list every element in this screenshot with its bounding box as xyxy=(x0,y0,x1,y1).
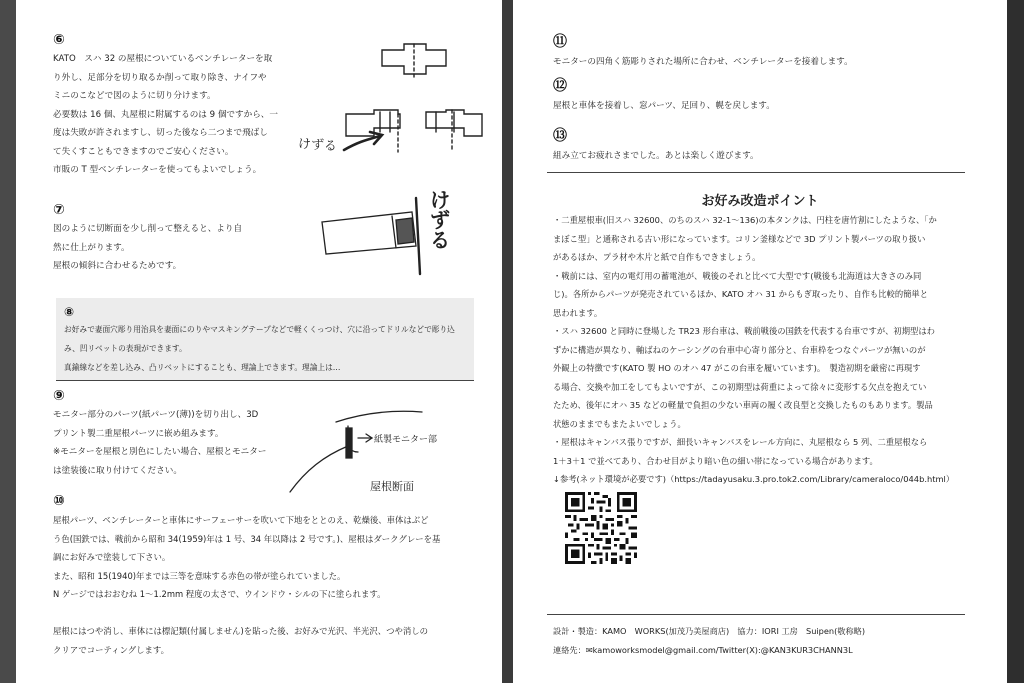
page-gutter xyxy=(502,0,513,683)
step-6-text xyxy=(53,50,278,180)
text-line: 1＋3＋1 で並べてあり、合わせ目がより暗い色の細い帯になっている場合があります。 xyxy=(553,455,878,466)
credits-line: 設計・製造：KAMO WORKS(加茂乃美屋商店) 協力：IORI 工房 Suipen(敬称略) xyxy=(553,626,866,636)
text-line: KATO スハ 32 の屋根についているベンチレーターを取 xyxy=(53,54,273,64)
text-line: は塗装後に取り付けてください。 xyxy=(53,465,182,476)
text-line: 図のように切断面を少し削って整えると、より自 xyxy=(53,224,243,234)
text-line: ・屋根はキャンバス張りですが、細長いキャンバスをレール方向に、丸屋根なら 5 列、二重屋根なら xyxy=(553,437,928,447)
text-line: モニター部分のパーツ(紙パーツ(薄))を切り出し、3D xyxy=(53,410,259,420)
text-line: 調にお好みで塗装して下さい。 xyxy=(53,552,171,562)
text-line: たため、後年にオハ 35 などの軽量で負担の少ない車両の履く改良型と交換したものもあります。製品 xyxy=(553,400,933,410)
text-line: 組み立てお疲れさまでした。あとは楽しく遊びます。 xyxy=(553,151,759,161)
step-8-note-box xyxy=(56,298,474,381)
divider xyxy=(547,172,965,173)
contact-line: 連絡先：✉kamoworksmodel@gmail.com/Twitter(X):@KAN3KUR3CHANN3L xyxy=(553,645,853,655)
text-line: 屋根にはつや消し、車体には標記類(付属しません)を貼った後、お好みで光沢、半光沢、つや消しの xyxy=(53,626,429,636)
text-line: クリアでコーティングします。 xyxy=(53,644,169,655)
credits xyxy=(553,622,865,660)
viewer-edge xyxy=(1007,0,1024,683)
text-line: り外し、足部分を切り取るか削って取り除き、ナイフや xyxy=(53,72,267,83)
text-line: ミニのこなどで図のように切り分けます。 xyxy=(53,91,216,101)
text-line: モニターの四角く筋彫りされた場所に合わせ、ベンチレーターを接着します。 xyxy=(553,57,853,67)
left-page xyxy=(16,0,502,683)
text-line: N ゲージではおおむね 1〜1.2mm 程度の太さで、ウインドウ・シルの下に塗られます。 xyxy=(53,589,386,599)
text-line: 屋根パーツ、ベンチレーターと車体にサーフェーサーを吹いて下地をととのえ、乾燥後、車体はぶど xyxy=(53,515,429,525)
step-10-text xyxy=(53,511,440,659)
text-line: があるほか、プラ材や木片と紙で自作もできましょう。 xyxy=(553,252,761,262)
text-line: お好みで妻面穴彫り用治具を妻面にのりやマスキングテープなどで軽くくっつけ、穴に沿ってドリルなどで彫り込 xyxy=(64,325,455,334)
step-7-number: ⑦ xyxy=(53,202,65,218)
step-9-number: ⑨ xyxy=(53,388,65,404)
cut-surface-illustration xyxy=(316,190,436,280)
text-line: 外観上の特徴です(KATO 製 HO のオハ 47 がこの台車を履いています)。 製造初期を厳密に再現す xyxy=(553,363,921,373)
step-10-number: ⑩ xyxy=(53,493,65,509)
scrape-label-large: けずる xyxy=(430,188,450,252)
step-11-text xyxy=(553,53,853,72)
roof-section-label: 屋根断面 xyxy=(370,480,414,493)
step-13-number: ⑬ xyxy=(553,128,567,144)
step-12-number: ⑫ xyxy=(553,78,567,94)
text-line: 状態のままでもまたよいでしょう。 xyxy=(553,418,686,429)
text-line: て失くすこともできますのでご安心ください。 xyxy=(53,146,234,157)
paper-monitor-label: 紙製モニター部 xyxy=(374,435,438,445)
text-line: る場合、交換や加工をしてもよいですが、この初期型は荷重によって徐々に変形する欠点を抱えてい xyxy=(553,381,927,392)
footer-divider xyxy=(547,614,965,615)
text-line: 必要数は 16 個、丸屋根に附属するのは 9 個ですから、一 xyxy=(53,109,278,120)
scrape-label: けずる xyxy=(297,136,338,155)
text-line: 然に仕上がります。 xyxy=(53,242,130,253)
step-7-text xyxy=(53,220,242,276)
text-line: まぼこ型」と通称される古い形になっています。コリン釜様などで 3D プリント製パーツの取り扱い xyxy=(553,233,926,244)
step-6-number: ⑥ xyxy=(53,32,65,48)
text-line: じ)。各所からパーツが発売されているほか、KATO オハ 31 からもぎ取ったり、自作も比較的簡単と xyxy=(553,289,929,299)
step-8-number: ⑧ xyxy=(64,305,75,319)
text-line: ↓参考(ネット環境が必要です)（https://tadayusaku.3.pro.tok2.com/Library/cameraloco/044b.html） xyxy=(553,474,955,484)
text-line: ずかに構造が異なり、軸ばねのケーシングの台車中心寄り部分と、台車枠をつなぐパーツが無いのが xyxy=(553,344,926,355)
text-line: み、凹リベットの表現ができます。 xyxy=(64,344,187,353)
text-line: 度は失敗が許されますし、切った後なら二つまで飛ばし xyxy=(53,128,268,138)
text-line: ・二重屋根車(旧スハ 32600、のちのスハ 32-1〜136)の本タンクは、円柱を唐竹割にしたような、「か xyxy=(553,215,937,225)
step-13-text xyxy=(553,147,759,166)
step-9-text xyxy=(53,406,266,480)
text-line: 真鍮線などを差し込み、凸リベットにすることも、理論上できます。理論上は… xyxy=(64,363,341,372)
text-line: 屋根の傾斜に合わせるためです。 xyxy=(53,261,182,271)
text-line: プリント製二重屋根パーツに嵌め組みます。 xyxy=(53,428,224,439)
text-line: ・戦前には、室内の電灯用の蓄電池が、戦後のそれと比べて大型です(戦後も北海道は大きさのみ同 xyxy=(553,270,922,281)
text-line: 屋根と車体を接着し、窓パーツ、足回り、幌を戻します。 xyxy=(553,101,775,111)
text-line: また、昭和 15(1940)年までは三等を意味する赤色の帯が塗られていました。 xyxy=(53,570,346,581)
text-line xyxy=(53,604,440,623)
text-line: ※モニターを屋根と別色にしたい場合、屋根とモニター xyxy=(53,447,267,457)
step-11-number: ⑪ xyxy=(553,34,567,50)
right-page xyxy=(513,0,1007,683)
step-8-text xyxy=(64,320,455,377)
text-line: 思われます。 xyxy=(553,307,603,318)
text-line: う色(国鉄では、戦前から昭和 34(1959)年は 1 号、34 年以降は 2 号です。)、屋根はダークグレーを基 xyxy=(53,533,441,544)
text-line: ・スハ 32600 と同時に登場した TR23 形台車は、戦前戦後の国鉄を代表する台車ですが、初期型はわ xyxy=(553,326,935,336)
tips-title: お好み改造ポイント xyxy=(701,194,819,209)
reference-qr-code xyxy=(565,492,637,564)
text-line: 市販の T 型ベンチレーターを使ってもよいでしょう。 xyxy=(53,165,262,175)
step-12-text xyxy=(553,97,775,116)
tips-text xyxy=(553,211,954,489)
